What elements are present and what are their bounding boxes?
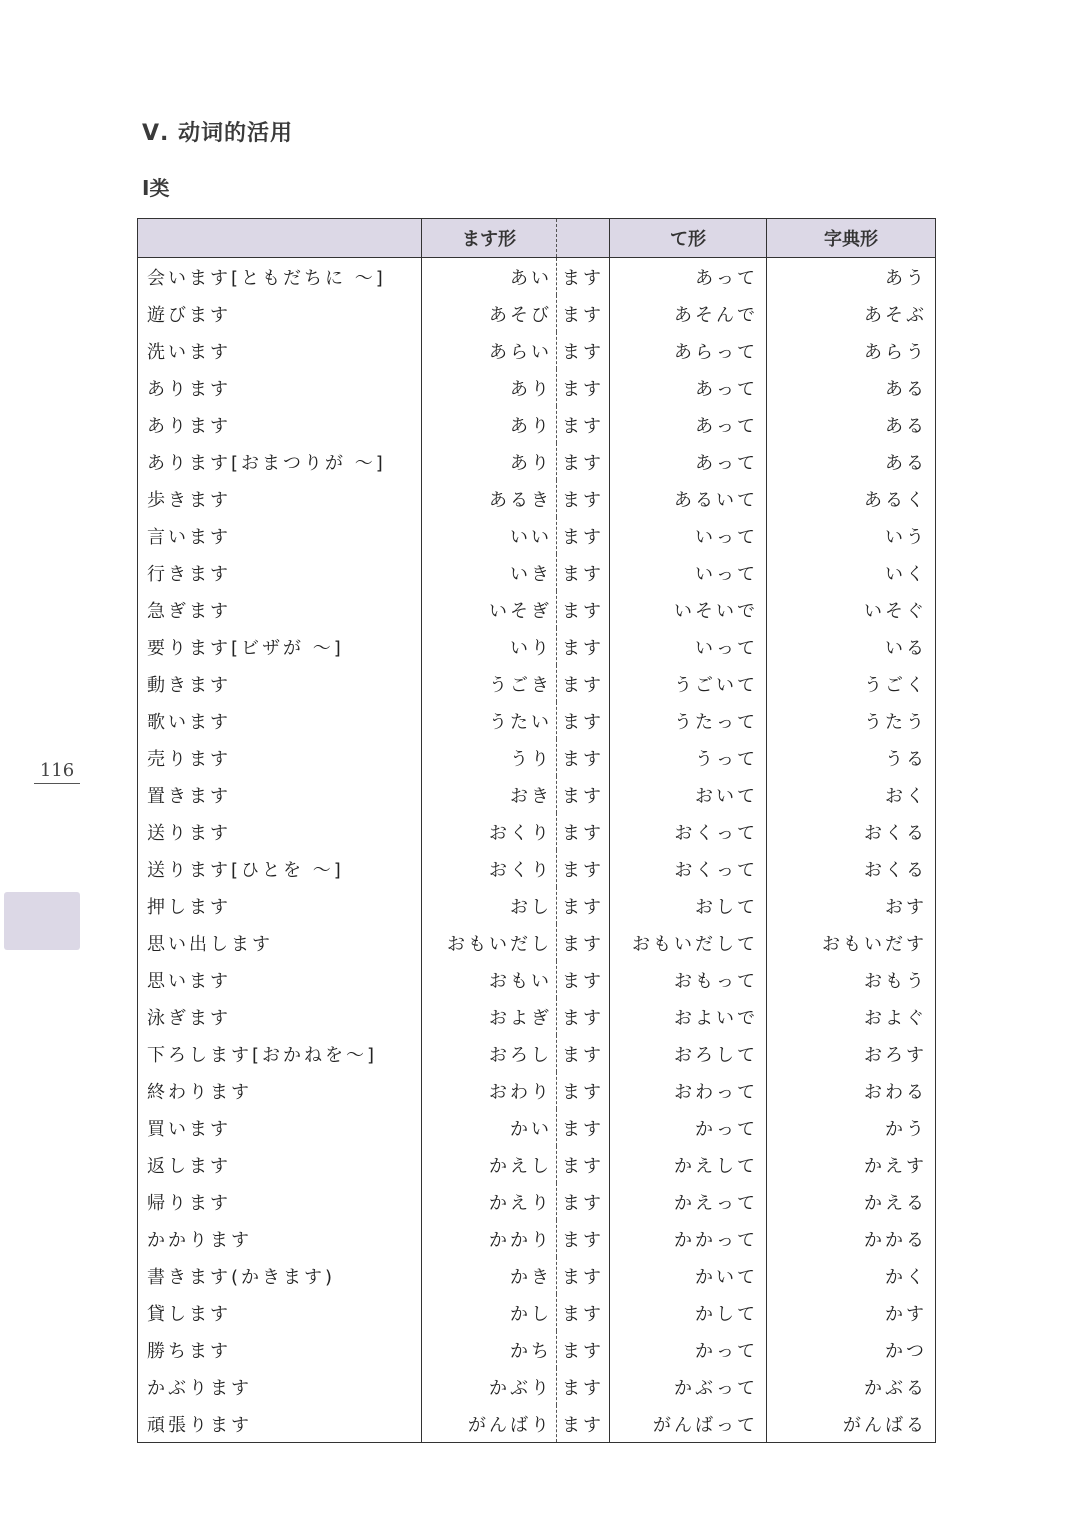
te-form-cell: いって <box>610 628 767 665</box>
verb-cell: 買います <box>138 1109 422 1146</box>
verb-cell: 下ろします[おかねを～] <box>138 1035 422 1072</box>
masu-stem-cell: おもいだし <box>422 924 557 961</box>
header-te-form: て形 <box>610 219 767 258</box>
masu-suffix-cell: ます <box>557 1146 610 1183</box>
masu-stem-cell: うたい <box>422 702 557 739</box>
masu-stem-cell: あるき <box>422 480 557 517</box>
masu-suffix-cell: ます <box>557 1183 610 1220</box>
dictionary-form-cell: うたう <box>767 702 936 739</box>
table-row <box>138 591 936 628</box>
masu-stem-cell: おくり <box>422 850 557 887</box>
masu-suffix-cell: ます <box>557 1294 610 1331</box>
masu-stem-cell: あそび <box>422 295 557 332</box>
table-header-row <box>138 219 936 258</box>
te-form-cell: かって <box>610 1331 767 1368</box>
verb-cell: あります <box>138 369 422 406</box>
table-row <box>138 258 936 296</box>
masu-stem-cell: いい <box>422 517 557 554</box>
verb-cell: 貸します <box>138 1294 422 1331</box>
verb-cell: 押します <box>138 887 422 924</box>
table-row <box>138 554 936 591</box>
masu-stem-cell: おし <box>422 887 557 924</box>
table-row <box>138 1331 936 1368</box>
verb-cell: 思います <box>138 961 422 998</box>
dictionary-form-cell: おわる <box>767 1072 936 1109</box>
te-form-cell: おもって <box>610 961 767 998</box>
masu-stem-cell: おき <box>422 776 557 813</box>
te-form-cell: いそいで <box>610 591 767 628</box>
dictionary-form-cell: おろす <box>767 1035 936 1072</box>
te-form-cell: かいて <box>610 1257 767 1294</box>
masu-suffix-cell: ます <box>557 702 610 739</box>
masu-suffix-cell: ます <box>557 1072 610 1109</box>
masu-suffix-cell: ます <box>557 628 610 665</box>
dictionary-form-cell: おく <box>767 776 936 813</box>
te-form-cell: おろして <box>610 1035 767 1072</box>
table-row <box>138 1257 936 1294</box>
dictionary-form-cell: ある <box>767 406 936 443</box>
table-row <box>138 1035 936 1072</box>
masu-suffix-cell: ます <box>557 665 610 702</box>
te-form-cell: うごいて <box>610 665 767 702</box>
verb-cell: 遊びます <box>138 295 422 332</box>
dictionary-form-cell: あるく <box>767 480 936 517</box>
masu-stem-cell: うり <box>422 739 557 776</box>
masu-stem-cell: いそぎ <box>422 591 557 628</box>
masu-suffix-cell: ます <box>557 258 610 296</box>
verb-cell: あります[おまつりが ～] <box>138 443 422 480</box>
dictionary-form-cell: かつ <box>767 1331 936 1368</box>
masu-stem-cell: あい <box>422 258 557 296</box>
masu-stem-cell: あり <box>422 443 557 480</box>
masu-suffix-cell: ます <box>557 1368 610 1405</box>
te-form-cell: いって <box>610 517 767 554</box>
table-row <box>138 1072 936 1109</box>
dictionary-form-cell: かぶる <box>767 1368 936 1405</box>
dictionary-form-cell: ある <box>767 369 936 406</box>
te-form-cell: あって <box>610 369 767 406</box>
masu-suffix-cell: ます <box>557 924 610 961</box>
dictionary-form-cell: かかる <box>767 1220 936 1257</box>
sub-title: Ⅰ类 <box>142 176 170 200</box>
masu-suffix-cell: ます <box>557 591 610 628</box>
table-row <box>138 961 936 998</box>
dictionary-form-cell: ある <box>767 443 936 480</box>
verb-cell: 置きます <box>138 776 422 813</box>
dictionary-form-cell: あらう <box>767 332 936 369</box>
dictionary-form-cell: いく <box>767 554 936 591</box>
masu-stem-cell: かき <box>422 1257 557 1294</box>
masu-suffix-cell: ます <box>557 961 610 998</box>
dictionary-form-cell: いる <box>767 628 936 665</box>
verb-cell: 洗います <box>138 332 422 369</box>
dictionary-form-cell: あう <box>767 258 936 296</box>
verb-cell: 送ります <box>138 813 422 850</box>
verb-cell: 帰ります <box>138 1183 422 1220</box>
masu-stem-cell: あり <box>422 369 557 406</box>
table-row <box>138 887 936 924</box>
table-row <box>138 406 936 443</box>
verb-cell: 行きます <box>138 554 422 591</box>
te-form-cell: おして <box>610 887 767 924</box>
verb-cell: かぶります <box>138 1368 422 1405</box>
te-form-cell: かぶって <box>610 1368 767 1405</box>
masu-suffix-cell: ます <box>557 480 610 517</box>
table-row <box>138 776 936 813</box>
te-form-cell: あらって <box>610 332 767 369</box>
dictionary-form-cell: あそぶ <box>767 295 936 332</box>
dictionary-form-cell: うる <box>767 739 936 776</box>
table-row <box>138 1294 936 1331</box>
dictionary-form-cell: かす <box>767 1294 936 1331</box>
table-row <box>138 295 936 332</box>
table-row <box>138 813 936 850</box>
te-form-cell: いって <box>610 554 767 591</box>
masu-suffix-cell: ます <box>557 406 610 443</box>
masu-stem-cell: おもい <box>422 961 557 998</box>
verb-cell: 売ります <box>138 739 422 776</box>
masu-suffix-cell: ます <box>557 1331 610 1368</box>
table-row <box>138 665 936 702</box>
table-row <box>138 702 936 739</box>
verb-cell: 勝ちます <box>138 1331 422 1368</box>
dictionary-form-cell: かう <box>767 1109 936 1146</box>
table-row <box>138 998 936 1035</box>
te-form-cell: おわって <box>610 1072 767 1109</box>
te-form-cell: かして <box>610 1294 767 1331</box>
te-form-cell: うって <box>610 739 767 776</box>
masu-stem-cell: かし <box>422 1294 557 1331</box>
table-row <box>138 480 936 517</box>
masu-suffix-cell: ます <box>557 1109 610 1146</box>
masu-stem-cell: いき <box>422 554 557 591</box>
table-row <box>138 1146 936 1183</box>
te-form-cell: かえって <box>610 1183 767 1220</box>
masu-suffix-cell: ます <box>557 1035 610 1072</box>
dictionary-form-cell: かえす <box>767 1146 936 1183</box>
te-form-cell: あって <box>610 258 767 296</box>
verb-cell: 歌います <box>138 702 422 739</box>
table-row <box>138 628 936 665</box>
verb-cell: あります <box>138 406 422 443</box>
masu-suffix-cell: ます <box>557 813 610 850</box>
masu-suffix-cell: ます <box>557 443 610 480</box>
verb-cell: 思い出します <box>138 924 422 961</box>
te-form-cell: かって <box>610 1109 767 1146</box>
table-row <box>138 924 936 961</box>
masu-suffix-cell: ます <box>557 1257 610 1294</box>
header-masu-suffix <box>557 219 610 258</box>
table-body <box>138 258 936 1443</box>
te-form-cell: おくって <box>610 813 767 850</box>
table-row <box>138 1220 936 1257</box>
verb-cell: 頑張ります <box>138 1405 422 1443</box>
dictionary-form-cell: おくる <box>767 813 936 850</box>
page-tab-marker <box>4 892 80 950</box>
verb-cell: 急ぎます <box>138 591 422 628</box>
masu-suffix-cell: ます <box>557 850 610 887</box>
dictionary-form-cell: いう <box>767 517 936 554</box>
te-form-cell: かかって <box>610 1220 767 1257</box>
masu-stem-cell: うごき <box>422 665 557 702</box>
masu-suffix-cell: ます <box>557 332 610 369</box>
table-row <box>138 1109 936 1146</box>
table-row <box>138 517 936 554</box>
verb-cell: 終わります <box>138 1072 422 1109</box>
te-form-cell: おくって <box>610 850 767 887</box>
table-row <box>138 850 936 887</box>
masu-suffix-cell: ます <box>557 517 610 554</box>
masu-suffix-cell: ます <box>557 739 610 776</box>
te-form-cell: かえして <box>610 1146 767 1183</box>
table-row <box>138 369 936 406</box>
masu-suffix-cell: ます <box>557 295 610 332</box>
verb-cell: 泳ぎます <box>138 998 422 1035</box>
te-form-cell: あるいて <box>610 480 767 517</box>
masu-stem-cell: おろし <box>422 1035 557 1072</box>
dictionary-form-cell: おくる <box>767 850 936 887</box>
te-form-cell: がんばって <box>610 1405 767 1443</box>
te-form-cell: おいて <box>610 776 767 813</box>
dictionary-form-cell: おもう <box>767 961 936 998</box>
verb-conjugation-table <box>137 218 936 1443</box>
dictionary-form-cell: かえる <box>767 1183 936 1220</box>
masu-suffix-cell: ます <box>557 887 610 924</box>
table-row <box>138 443 936 480</box>
masu-stem-cell: かぶり <box>422 1368 557 1405</box>
te-form-cell: あそんで <box>610 295 767 332</box>
verb-cell: 歩きます <box>138 480 422 517</box>
dictionary-form-cell: うごく <box>767 665 936 702</box>
section-title: Ⅴ. 动词的活用 <box>142 121 294 146</box>
masu-suffix-cell: ます <box>557 369 610 406</box>
verb-cell: 書きます(かきます) <box>138 1257 422 1294</box>
header-masu-form: ます形 <box>422 219 557 258</box>
verb-cell: 会います[ともだちに ～] <box>138 258 422 296</box>
te-form-cell: あって <box>610 443 767 480</box>
masu-suffix-cell: ます <box>557 776 610 813</box>
dictionary-form-cell: およぐ <box>767 998 936 1035</box>
table-row <box>138 1183 936 1220</box>
verb-cell: 動きます <box>138 665 422 702</box>
page-number: 116 <box>34 760 80 784</box>
masu-stem-cell: いり <box>422 628 557 665</box>
masu-stem-cell: かえし <box>422 1146 557 1183</box>
dictionary-form-cell: おす <box>767 887 936 924</box>
verb-cell: 返します <box>138 1146 422 1183</box>
masu-stem-cell: がんばり <box>422 1405 557 1443</box>
masu-stem-cell: あり <box>422 406 557 443</box>
dictionary-form-cell: いそぐ <box>767 591 936 628</box>
te-form-cell: うたって <box>610 702 767 739</box>
verb-cell: 送ります[ひとを ～] <box>138 850 422 887</box>
masu-stem-cell: おわり <box>422 1072 557 1109</box>
masu-stem-cell: かかり <box>422 1220 557 1257</box>
table-row <box>138 332 936 369</box>
dictionary-form-cell: かく <box>767 1257 936 1294</box>
masu-stem-cell: おくり <box>422 813 557 850</box>
masu-stem-cell: かち <box>422 1331 557 1368</box>
te-form-cell: おもいだして <box>610 924 767 961</box>
table-row <box>138 739 936 776</box>
table-row <box>138 1368 936 1405</box>
verb-cell: 要ります[ビザが ～] <box>138 628 422 665</box>
dictionary-form-cell: おもいだす <box>767 924 936 961</box>
masu-stem-cell: かえり <box>422 1183 557 1220</box>
verb-cell: かかります <box>138 1220 422 1257</box>
header-dictionary-form: 字典形 <box>767 219 936 258</box>
masu-stem-cell: およぎ <box>422 998 557 1035</box>
table-row <box>138 1405 936 1443</box>
dictionary-form-cell: がんばる <box>767 1405 936 1443</box>
masu-stem-cell: かい <box>422 1109 557 1146</box>
header-verb <box>138 219 422 258</box>
te-form-cell: あって <box>610 406 767 443</box>
masu-stem-cell: あらい <box>422 332 557 369</box>
masu-suffix-cell: ます <box>557 1405 610 1443</box>
verb-cell: 言います <box>138 517 422 554</box>
masu-suffix-cell: ます <box>557 1220 610 1257</box>
masu-suffix-cell: ます <box>557 554 610 591</box>
te-form-cell: およいで <box>610 998 767 1035</box>
masu-suffix-cell: ます <box>557 998 610 1035</box>
